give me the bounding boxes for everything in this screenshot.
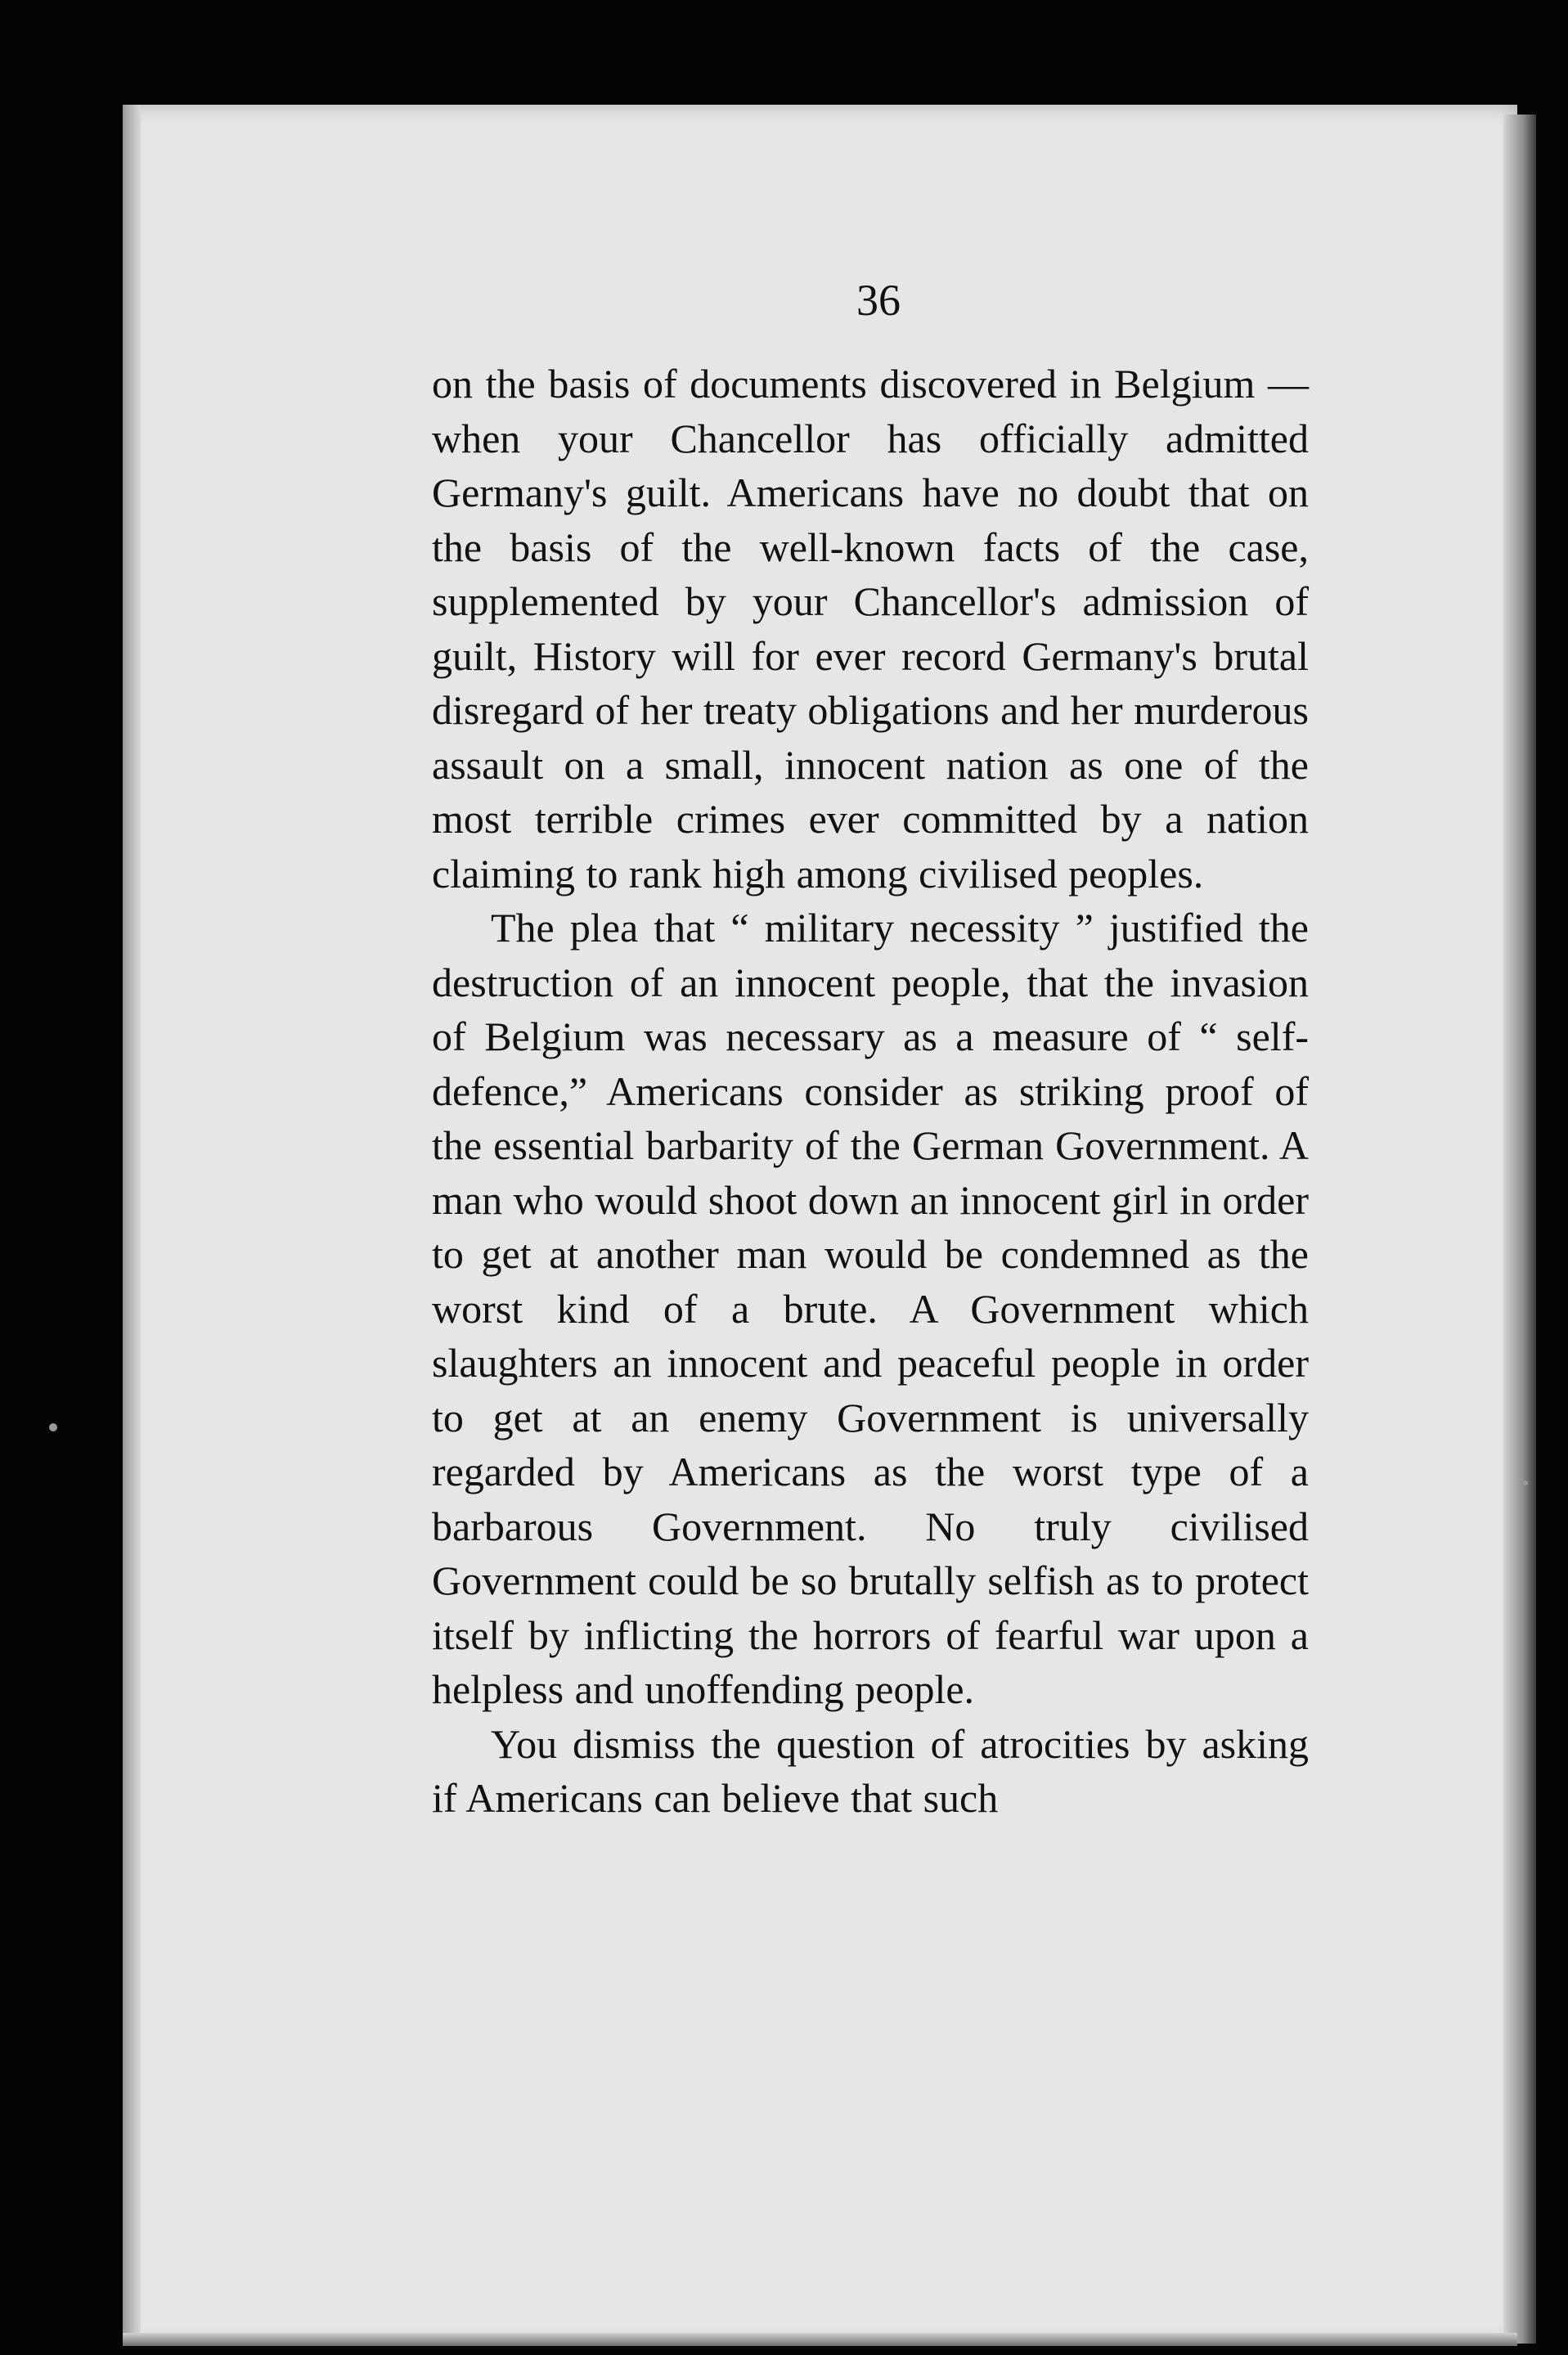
page-bottom-edge (123, 2333, 1517, 2346)
page-binding-edge (123, 105, 141, 2346)
paragraph-3: You dismiss the question of atrocities by asking if Americans can believe that such (432, 1720, 1309, 1821)
paragraph-2: The plea that “ military necessity ” justified the destruction of an innocent people, that the invasion of Belgium was necessary as a measure of “ self-defence,” Americans consider as striking proof of the essential barbarity of the German Government. A man who would shoot down an innocent girl in order to get at another man would be condemned as the worst kind of a brute. A Government which slaughters an innocent and peaceful people in order to get at an enemy Government is universally regarded by Americans as the worst type of a barbarous Government. No truly civilised Government could be so brutally selfish as to protect itself by inflicting the horrors of fearful war upon a helpless and unoffending people. (432, 905, 1309, 1712)
page-fore-edge (1503, 115, 1536, 2344)
scan-speck (49, 1423, 57, 1431)
paragraph-1: on the basis of documents discovered in Belgium —when your Chancellor has officially admitted Germany's guilt. Americans have no doubt that on the basis of the well-known facts of the case, supplemented by your Chancellor's admission of guilt, History will for ever record Germany's brutal disregard of her treaty obligations and her murderous assault on a small, innocent nation as one of the most terrible crimes ever committed by a nation claiming to rank high among civilised peoples. (432, 361, 1309, 897)
page-text-block (432, 278, 1309, 1826)
page-number: 36 (856, 276, 901, 325)
scan-speck (1523, 1481, 1528, 1485)
